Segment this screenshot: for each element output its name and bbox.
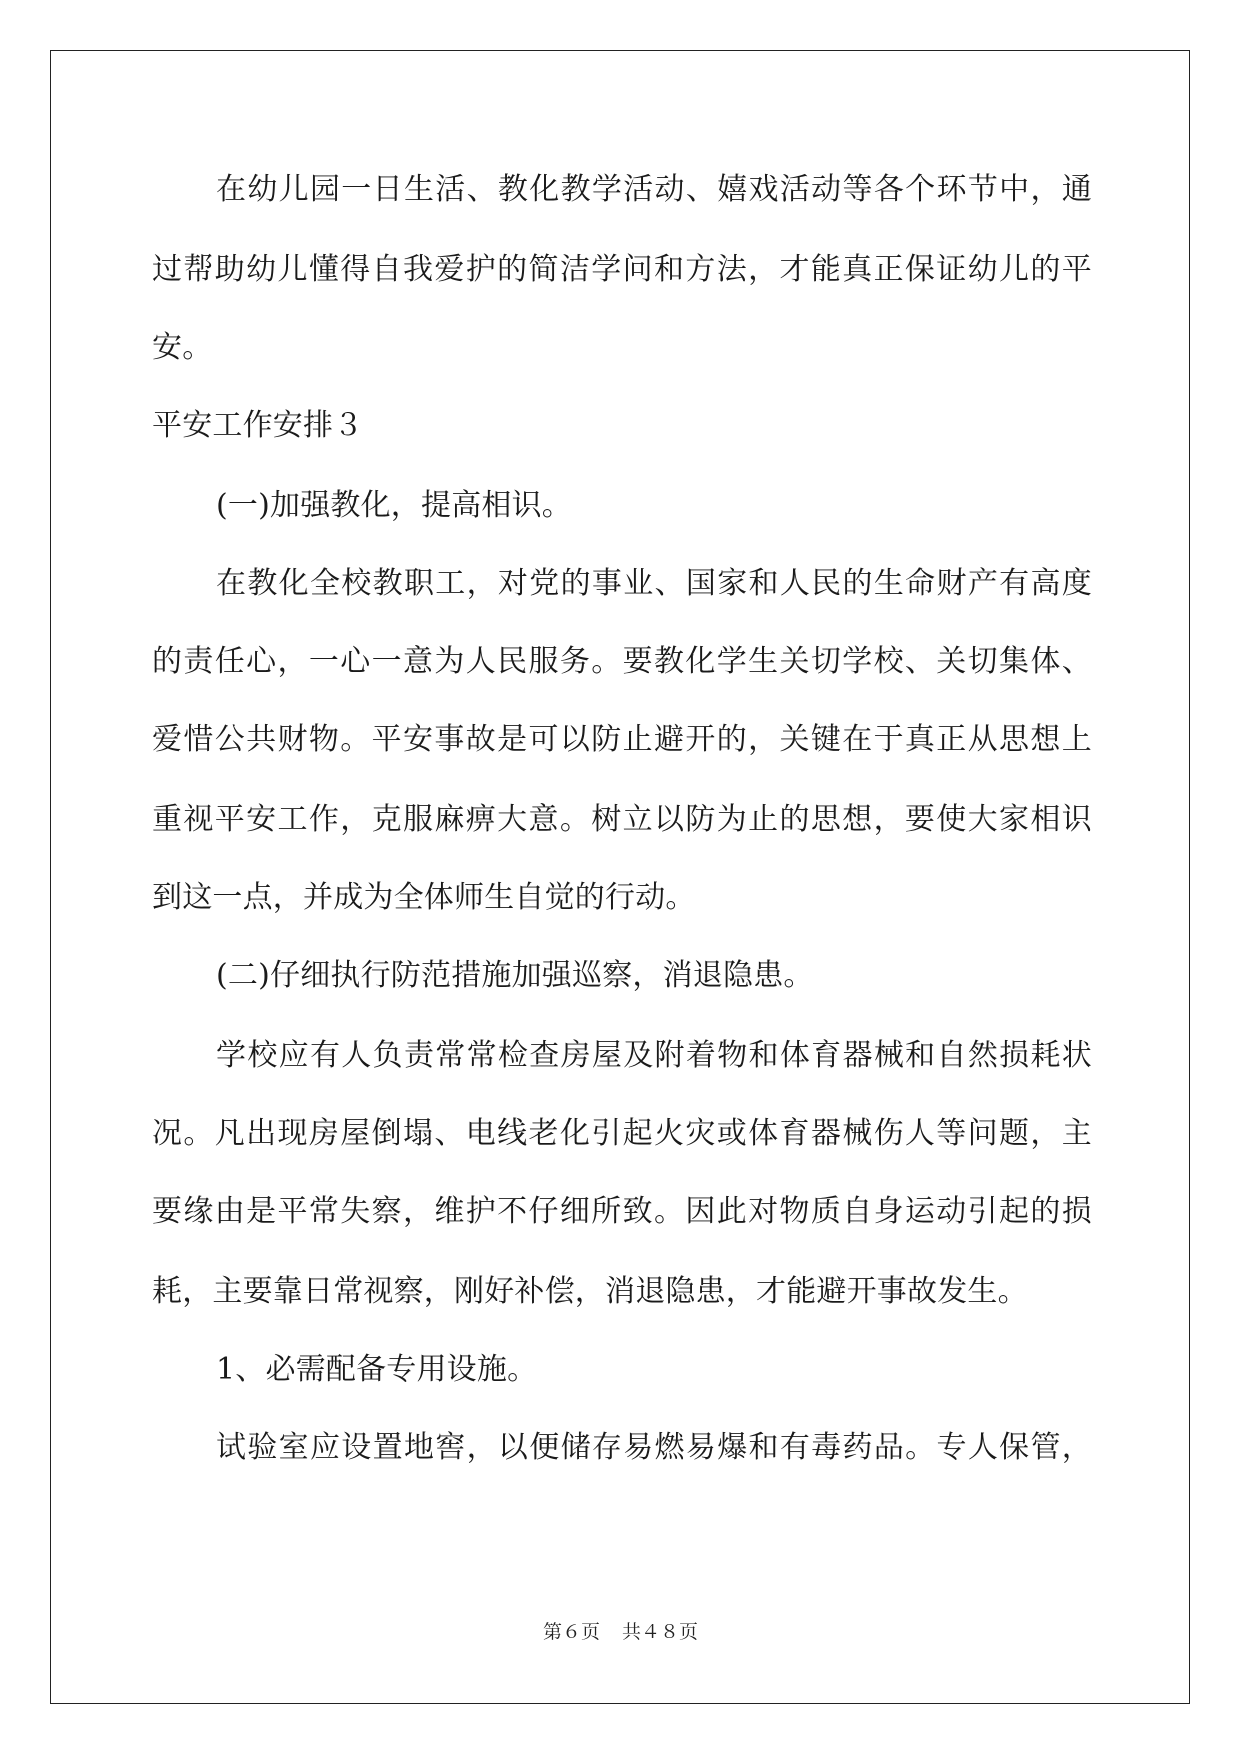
paragraph-line: 安。 — [152, 330, 213, 365]
paragraph-line: 况。凡出现房屋倒塌、电线老化引起火灾或体育器械伤人等问题，主 — [152, 1116, 1092, 1151]
section-heading: 平安工作安排３ — [152, 408, 364, 443]
paragraph-line: 耗，主要靠日常视察，刚好补偿，消退隐患，才能避开事故发生。 — [152, 1274, 1028, 1309]
paragraph-line: 爱惜公共财物。平安事故是可以防止避开的，关键在于真正从思想上 — [152, 722, 1092, 757]
paragraph-line: 重视平安工作，克服麻痹大意。树立以防为止的思想，要使大家相识 — [152, 802, 1092, 837]
paragraph-line: 试验室应设置地窖，以便储存易燃易爆和有毒药品。专人保管， — [216, 1430, 1092, 1465]
paragraph-line: 在幼儿园一日生活、教化教学活动、嬉戏活动等各个环节中，通 — [216, 172, 1092, 207]
page-footer — [0, 1620, 1241, 1644]
subheading: (二)仔细执行防范措施加强巡察，消退隐患。 — [216, 958, 814, 993]
page-number: 第６页 — [542, 1621, 600, 1643]
subheading: (一)加强教化，提高相识。 — [216, 488, 573, 523]
paragraph-line: 到这一点，并成为全体师生自觉的行动。 — [152, 880, 696, 915]
paragraph-line: 要缘由是平常失察，维护不仔细所致。因此对物质自身运动引起的损 — [152, 1194, 1092, 1229]
paragraph-line: 在教化全校教职工，对党的事业、国家和人民的生命财产有高度 — [216, 566, 1092, 601]
paragraph-line: 学校应有人负责常常检查房屋及附着物和体育器械和自然损耗状 — [216, 1038, 1092, 1073]
page-total: 共４８页 — [622, 1621, 699, 1643]
paragraph-line: 的责任心，一心一意为人民服务。要教化学生关切学校、关切集体、 — [152, 644, 1092, 679]
paragraph-line: 过帮助幼儿懂得自我爱护的简洁学问和方法，才能真正保证幼儿的平 — [152, 252, 1092, 287]
list-item-heading: 1、必需配备专用设施。 — [216, 1352, 538, 1387]
